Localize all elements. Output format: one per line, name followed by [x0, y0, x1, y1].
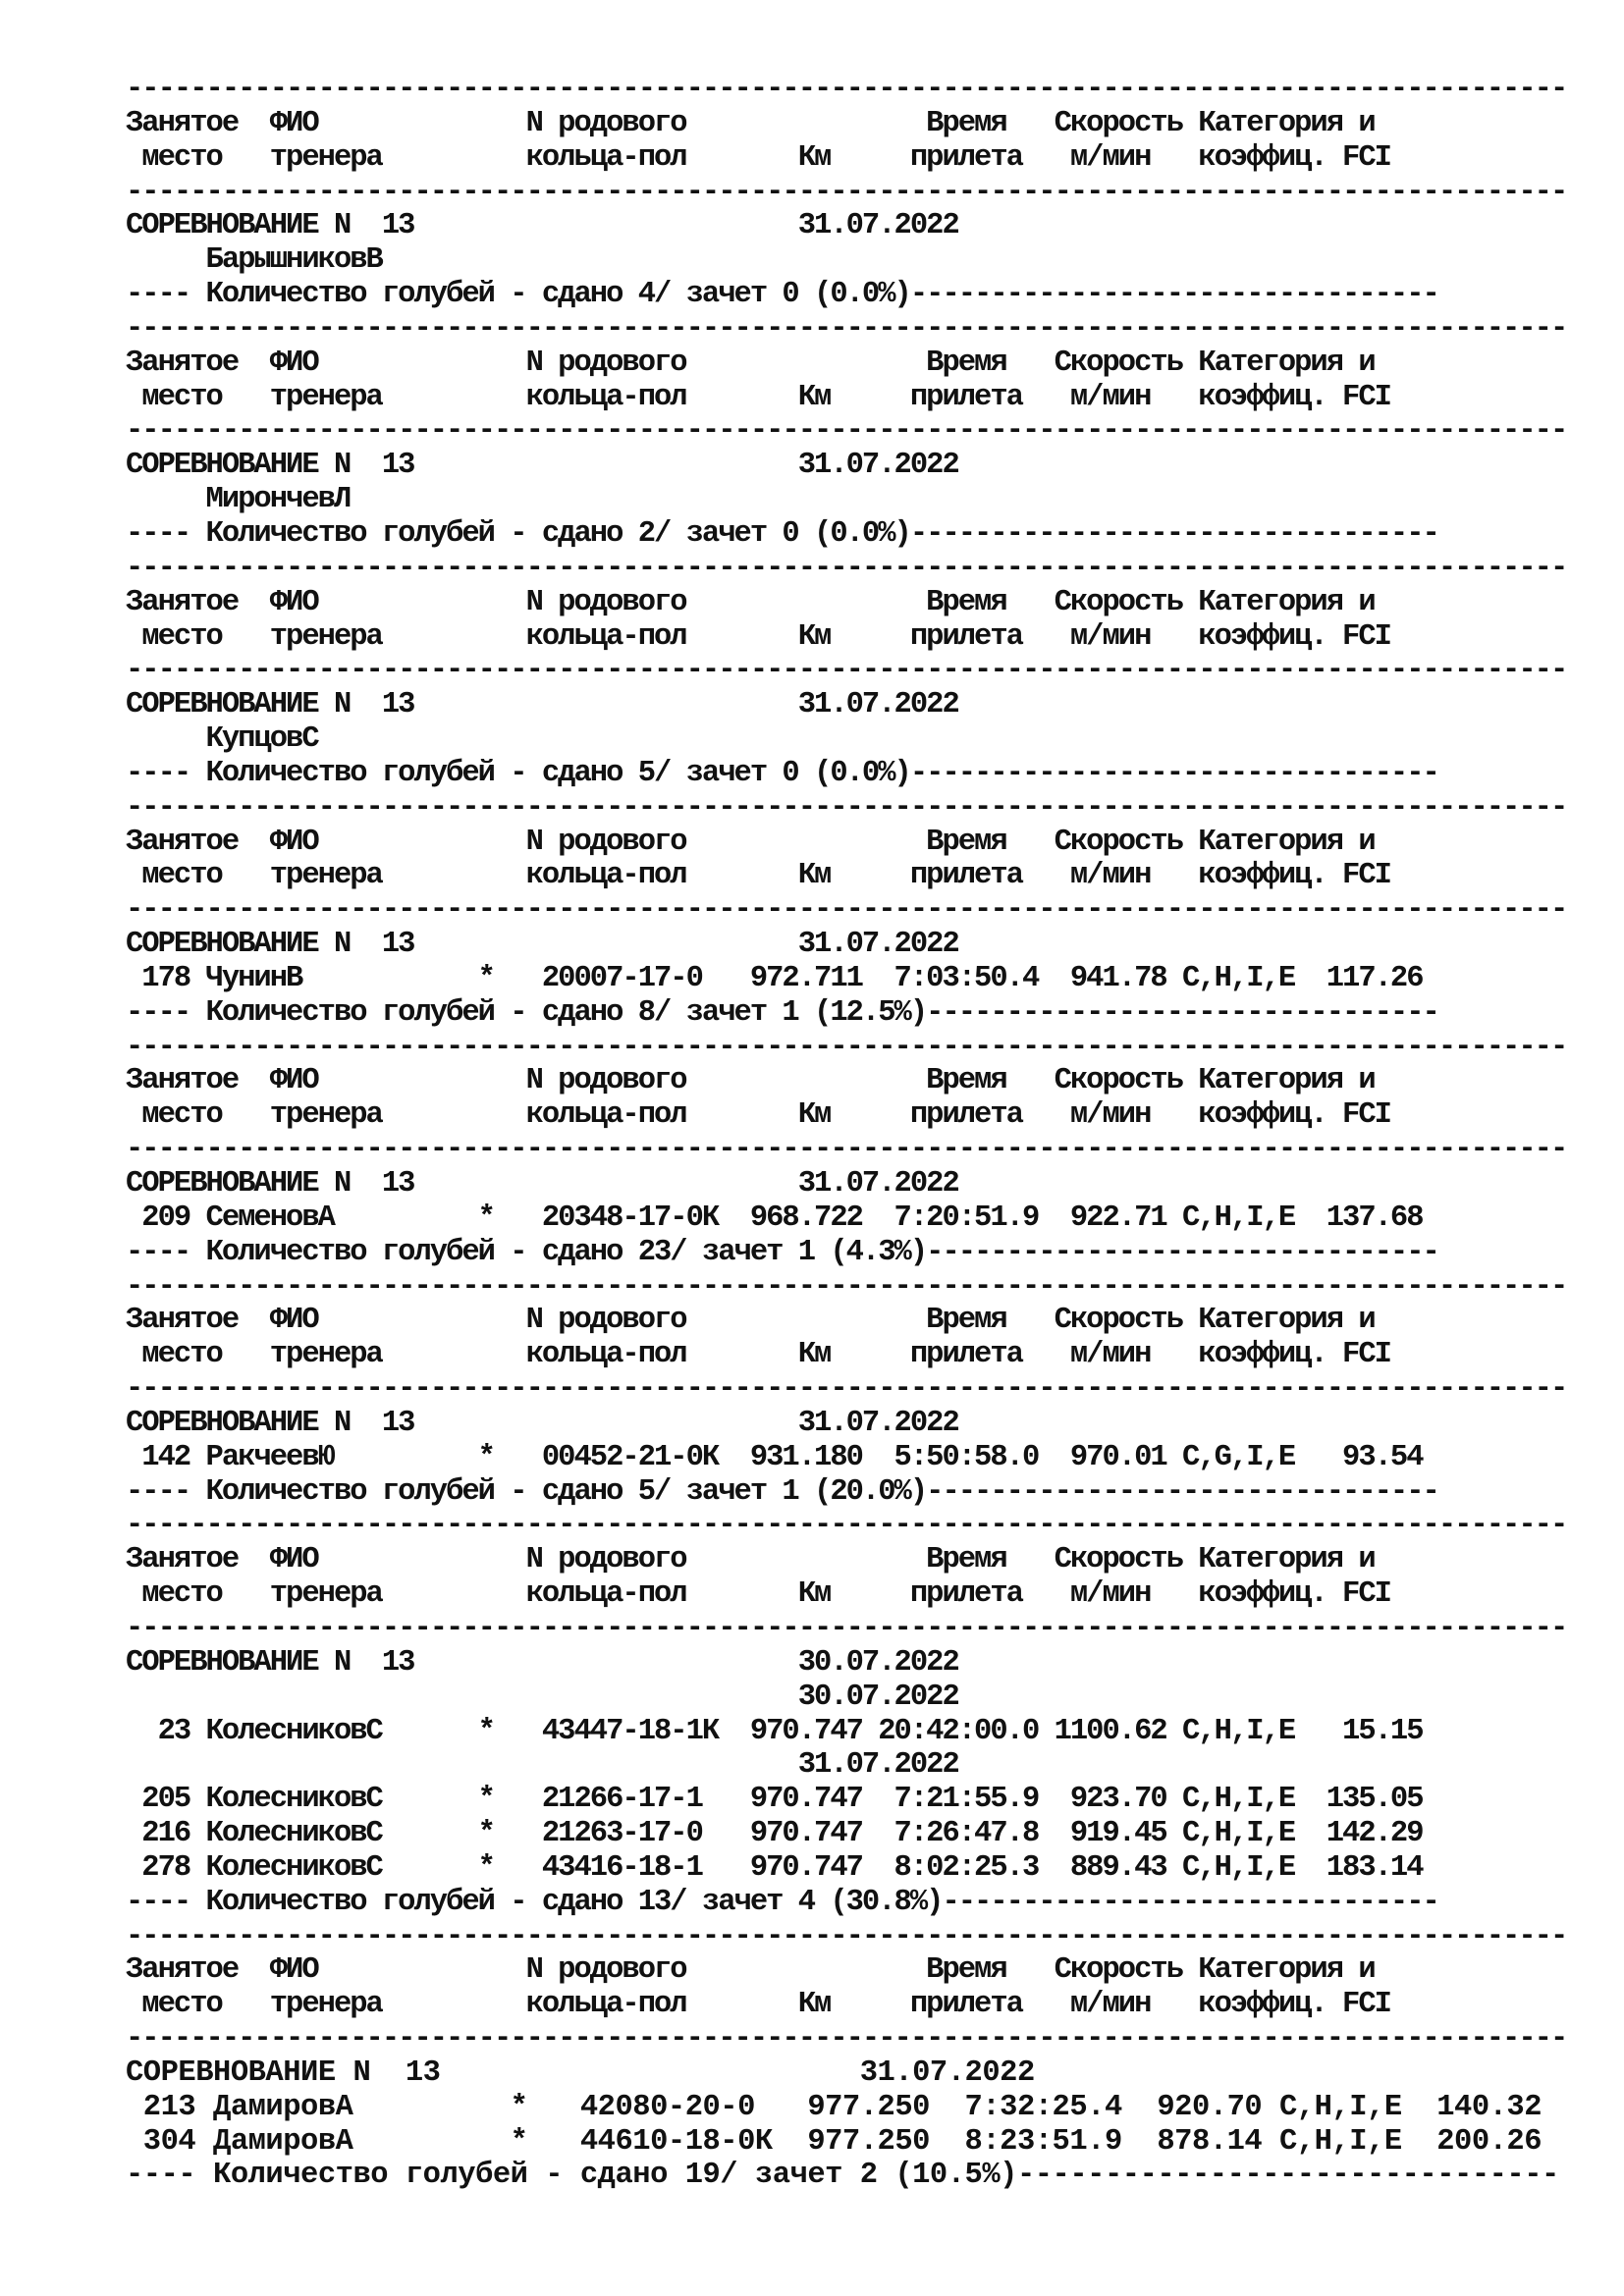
separator-line: ------------------------------------------------------------------------------------------ — [126, 893, 1567, 928]
separator-line: ------------------------------------------------------------------------------------------ — [126, 1919, 1567, 1953]
summary-line: ---- Количество голубей - сдано 19/ зачет 2 (10.5%)------------------------------- — [126, 2159, 1559, 2193]
competition-heading: СОРЕВНОВАНИЕ N 13 31.07.2022 — [126, 688, 958, 722]
separator-line: ------------------------------------------------------------------------------------------ — [126, 1372, 1567, 1407]
competition-heading: СОРЕВНОВАНИЕ N 13 31.07.2022 — [126, 1406, 958, 1440]
table-header-row: Занятое ФИО N родового Время Скорость Категория и — [126, 106, 1375, 140]
summary-line: ---- Количество голубей - сдано 4/ зачет 0 (0.0%)--------------------------------- — [126, 278, 1438, 312]
result-row: 23 КолесниковС * 43447-18-1К 970.747 20:42:00.0 1100.62 C,H,I,E 15.15 — [126, 1714, 1423, 1748]
result-row: 142 РакчеевЮ * 00452-21-0К 931.180 5:50:58.0 970.01 C,G,I,E 93.54 — [126, 1440, 1423, 1474]
competition-heading: СОРЕВНОВАНИЕ N 13 31.07.2022 — [126, 928, 958, 962]
result-row: 205 КолесниковС * 21266-17-1 970.747 7:21:55.9 923.70 C,H,I,E 135.05 — [126, 1783, 1423, 1817]
summary-line: ---- Количество голубей - сдано 8/ зачет 1 (12.5%)-------------------------------- — [126, 995, 1438, 1030]
date-line: 31.07.2022 — [126, 1748, 958, 1783]
result-row: 216 КолесниковС * 21263-17-0 970.747 7:26:47.8 919.45 C,H,I,E 142.29 — [126, 1817, 1423, 1851]
table-header-row: Занятое ФИО N родового Время Скорость Категория и — [126, 825, 1375, 859]
table-header-row: место тренера кольца-пол Км прилета м/мин коэффиц. FCI — [126, 380, 1390, 414]
competition-heading: СОРЕВНОВАНИЕ N 13 31.07.2022 — [126, 449, 958, 483]
summary-line: ---- Количество голубей - сдано 5/ зачет 0 (0.0%)--------------------------------- — [126, 756, 1438, 790]
table-header-row: Занятое ФИО N родового Время Скорость Категория и — [126, 1064, 1375, 1098]
result-row: 209 СеменовА * 20348-17-0К 968.722 7:20:51.9 922.71 C,H,I,E 137.68 — [126, 1201, 1423, 1235]
summary-line: ---- Количество голубей - сдано 2/ зачет 0 (0.0%)--------------------------------- — [126, 516, 1438, 551]
summary-line: ---- Количество голубей - сдано 13/ зачет 4 (30.8%)------------------------------- — [126, 1885, 1438, 1919]
result-row: 278 КолесниковС * 43416-18-1 970.747 8:02:25.3 889.43 C,H,I,E 183.14 — [126, 1850, 1423, 1885]
separator-line: ------------------------------------------------------------------------------------------ — [126, 551, 1567, 585]
participant-name-line: БарышниковВ — [126, 243, 382, 278]
table-header-row: место тренера кольца-пол Км прилета м/мин коэффиц. FCI — [126, 1098, 1390, 1133]
table-header-row: Занятое ФИО N родового Время Скорость Категория и — [126, 585, 1375, 619]
separator-line: ------------------------------------------------------------------------------------------ — [126, 1611, 1567, 1645]
table-header-row: Занятое ФИО N родового Время Скорость Категория и — [126, 1543, 1375, 1577]
competition-heading: СОРЕВНОВАНИЕ N 13 31.07.2022 — [126, 209, 958, 243]
competition-heading: СОРЕВНОВАНИЕ N 13 31.07.2022 — [126, 1167, 958, 1201]
results-report — [126, 73, 1566, 2193]
competition-heading: СОРЕВНОВАНИЕ N 13 31.07.2022 — [126, 2056, 1035, 2090]
separator-line: ------------------------------------------------------------------------------------------ — [126, 654, 1567, 688]
separator-line: ------------------------------------------------------------------------------------------ — [126, 73, 1567, 106]
table-header-row: Занятое ФИО N родового Время Скорость Категория и — [126, 1304, 1375, 1338]
separator-line: ------------------------------------------------------------------------------------------ — [126, 1509, 1567, 1543]
date-line: 30.07.2022 — [126, 1680, 958, 1714]
summary-line: ---- Количество голубей - сдано 5/ зачет 1 (20.0%)-------------------------------- — [126, 1474, 1438, 1509]
separator-line: ------------------------------------------------------------------------------------------ — [126, 790, 1567, 825]
summary-line: ---- Количество голубей - сдано 23/ зачет 1 (4.3%)-------------------------------- — [126, 1235, 1438, 1269]
table-header-row: место тренера кольца-пол Км прилета м/мин коэффиц. FCI — [126, 1988, 1390, 2022]
result-row: 213 ДамировА * 42080-20-0 977.250 7:32:25.4 920.70 C,H,I,E 140.32 — [126, 2090, 1543, 2124]
result-row: 304 ДамировА * 44610-18-0К 977.250 8:23:51.9 878.14 C,H,I,E 200.26 — [126, 2124, 1543, 2159]
participant-name-line: МирончевЛ — [126, 483, 351, 517]
result-row: 178 ЧунинВ * 20007-17-0 972.711 7:03:50.4 941.78 C,H,I,E 117.26 — [126, 961, 1423, 995]
table-header-row: Занятое ФИО N родового Время Скорость Категория и — [126, 1953, 1375, 1988]
table-header-row: место тренера кольца-пол Км прилета м/мин коэффиц. FCI — [126, 1577, 1390, 1612]
table-header-row: место тренера кольца-пол Км прилета м/мин коэффиц. FCI — [126, 859, 1390, 893]
table-header-row: Занятое ФИО N родового Время Скорость Категория и — [126, 346, 1375, 380]
separator-line: ------------------------------------------------------------------------------------------ — [126, 1133, 1567, 1167]
participant-name-line: КупцовС — [126, 722, 318, 757]
separator-line: ------------------------------------------------------------------------------------------ — [126, 414, 1567, 449]
separator-line: ------------------------------------------------------------------------------------------ — [126, 175, 1567, 209]
competition-heading: СОРЕВНОВАНИЕ N 13 30.07.2022 — [126, 1645, 958, 1680]
separator-line: ------------------------------------------------------------------------------------------ — [126, 1030, 1567, 1064]
separator-line: ------------------------------------------------------------------------------------------ — [126, 311, 1567, 346]
separator-line: ------------------------------------------------------------------------------------------ — [126, 1269, 1567, 1304]
table-header-row: место тренера кольца-пол Км прилета м/мин коэффиц. FCI — [126, 619, 1390, 654]
table-header-row: место тренера кольца-пол Км прилета м/мин коэффиц. FCI — [126, 140, 1390, 175]
separator-line: ------------------------------------------------------------------------------------------ — [126, 2022, 1567, 2056]
table-header-row: место тренера кольца-пол Км прилета м/мин коэффиц. FCI — [126, 1338, 1390, 1372]
